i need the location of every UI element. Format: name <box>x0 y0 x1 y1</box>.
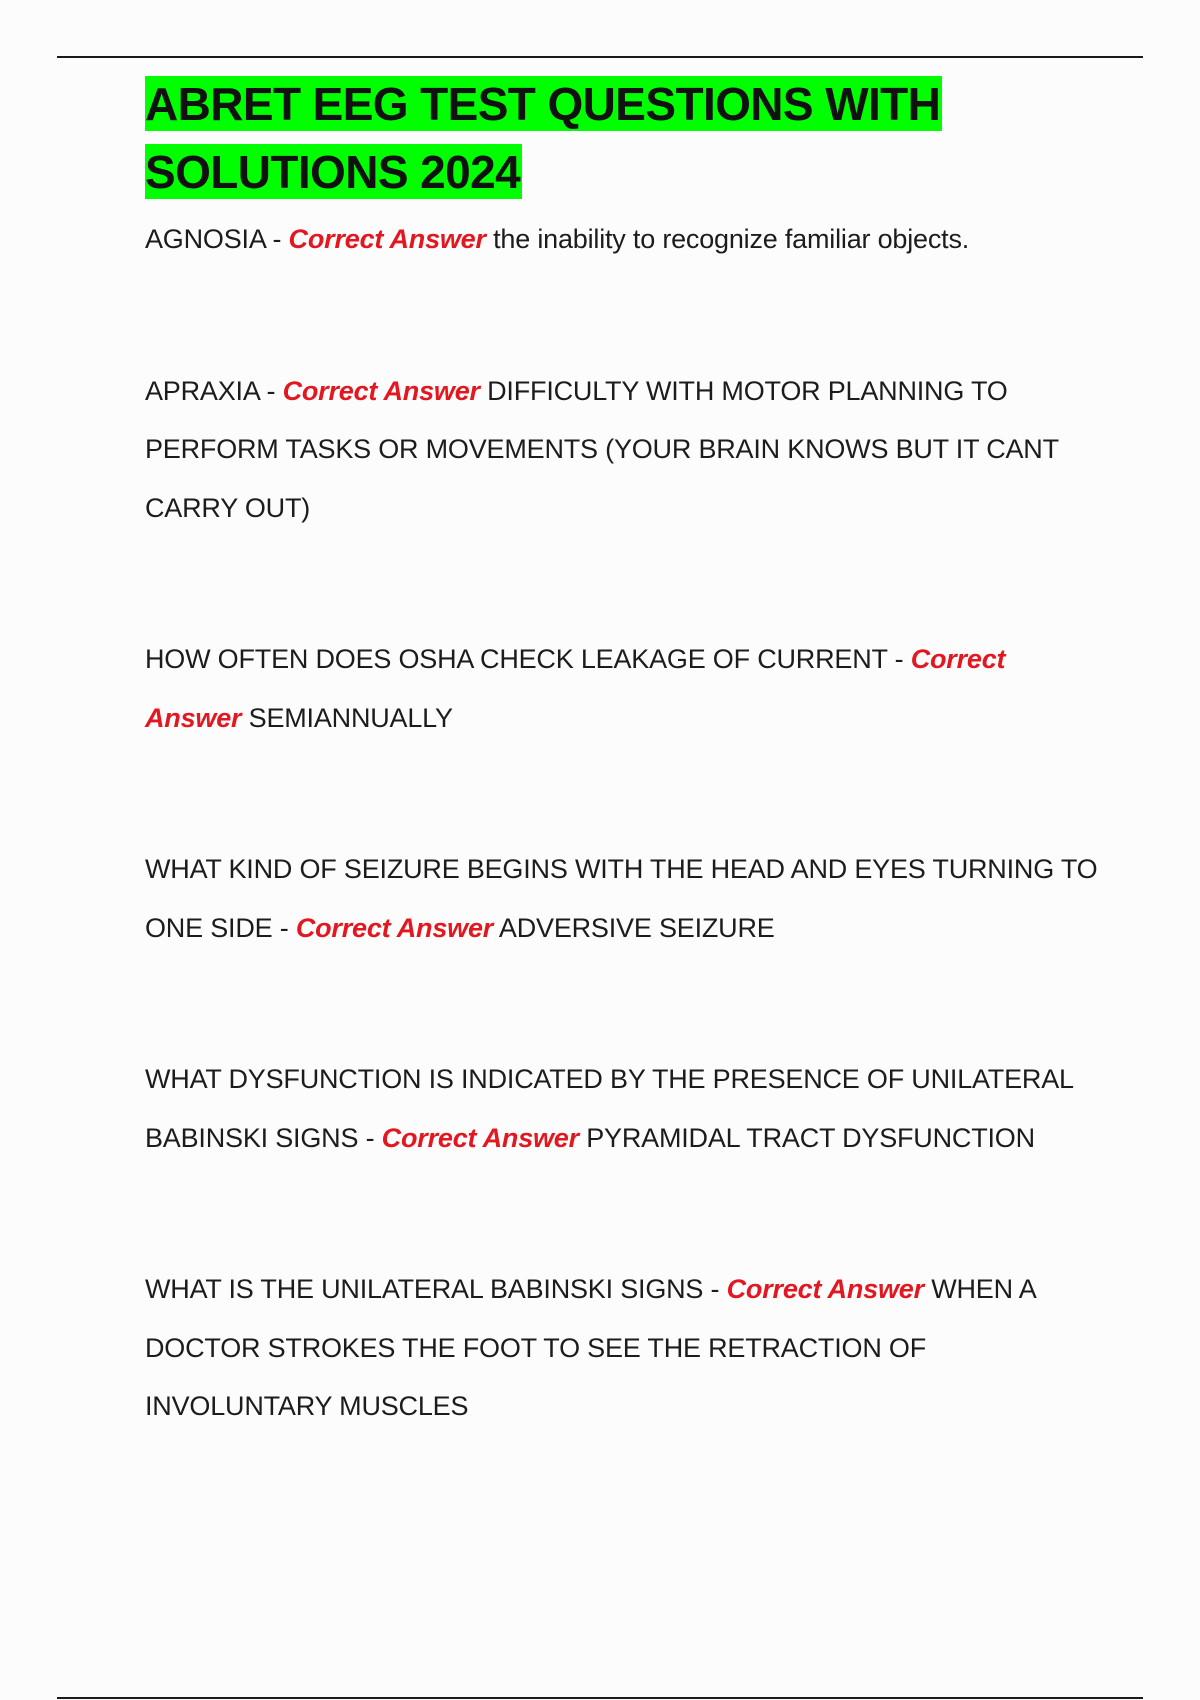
correct-answer-label: Correct Answer <box>726 1274 924 1304</box>
correct-answer-label: Correct Answer <box>145 644 1006 733</box>
question-text: WHAT DYSFUNCTION IS INDICATED BY THE PRESENCE OF UNILATERAL BABINSKI SIGNS - <box>145 1064 1073 1153</box>
question-text: AGNOSIA - <box>145 224 289 254</box>
title-highlight <box>145 76 942 199</box>
correct-answer-label: Correct Answer <box>295 912 494 943</box>
correct-answer-label: Correct Answer <box>282 375 480 406</box>
top-divider <box>57 56 1143 58</box>
bottom-divider <box>57 1697 1143 1699</box>
answer-text: PYRAMIDAL TRACT DYSFUNCTION <box>578 1122 1035 1153</box>
question-text: HOW OFTEN DOES OSHA CHECK LEAKAGE OF CURRENT - <box>145 644 911 674</box>
answer-text: ADVERSIVE SEIZURE <box>493 912 775 943</box>
title-line-1: ABRET EEG TEST QUESTIONS WITH <box>145 78 941 130</box>
answer-text: DIFFICULTY WITH MOTOR PLANNING TO PERFORM TASKS OR MOVEMENTS (YOUR BRAIN KNOWS BUT IT CANT CARRY OUT) <box>145 375 1059 523</box>
question-text: WHAT IS THE UNILATERAL BABINSKI SIGNS - <box>145 1274 727 1304</box>
qa-item-adversive-seizure <box>145 840 1105 957</box>
document-body <box>145 70 1105 1436</box>
question-text: APRAXIA - <box>145 375 283 406</box>
correct-answer-label: Correct Answer <box>288 224 486 254</box>
qa-item-babinski-dysfunction <box>145 1050 1105 1167</box>
answer-text: the inability to recognize familiar objects. <box>485 224 970 254</box>
qa-item-apraxia <box>145 362 1105 538</box>
title-line-2: SOLUTIONS 2024 <box>145 146 521 198</box>
question-text: WHAT KIND OF SEIZURE BEGINS WITH THE HEAD AND EYES TURNING TO ONE SIDE - <box>145 854 1098 943</box>
document-title <box>145 70 1105 206</box>
qa-item-osha-leakage <box>145 630 1105 747</box>
correct-answer-label: Correct Answer <box>381 1122 579 1153</box>
answer-text: SEMIANNUALLY <box>241 702 453 733</box>
qa-item-agnosia <box>145 210 1105 269</box>
answer-text: WHEN A DOCTOR STROKES THE FOOT TO SEE THE RETRACTION OF INVOLUNTARY MUSCLES <box>145 1274 1036 1421</box>
qa-item-babinski-signs <box>145 1260 1105 1436</box>
